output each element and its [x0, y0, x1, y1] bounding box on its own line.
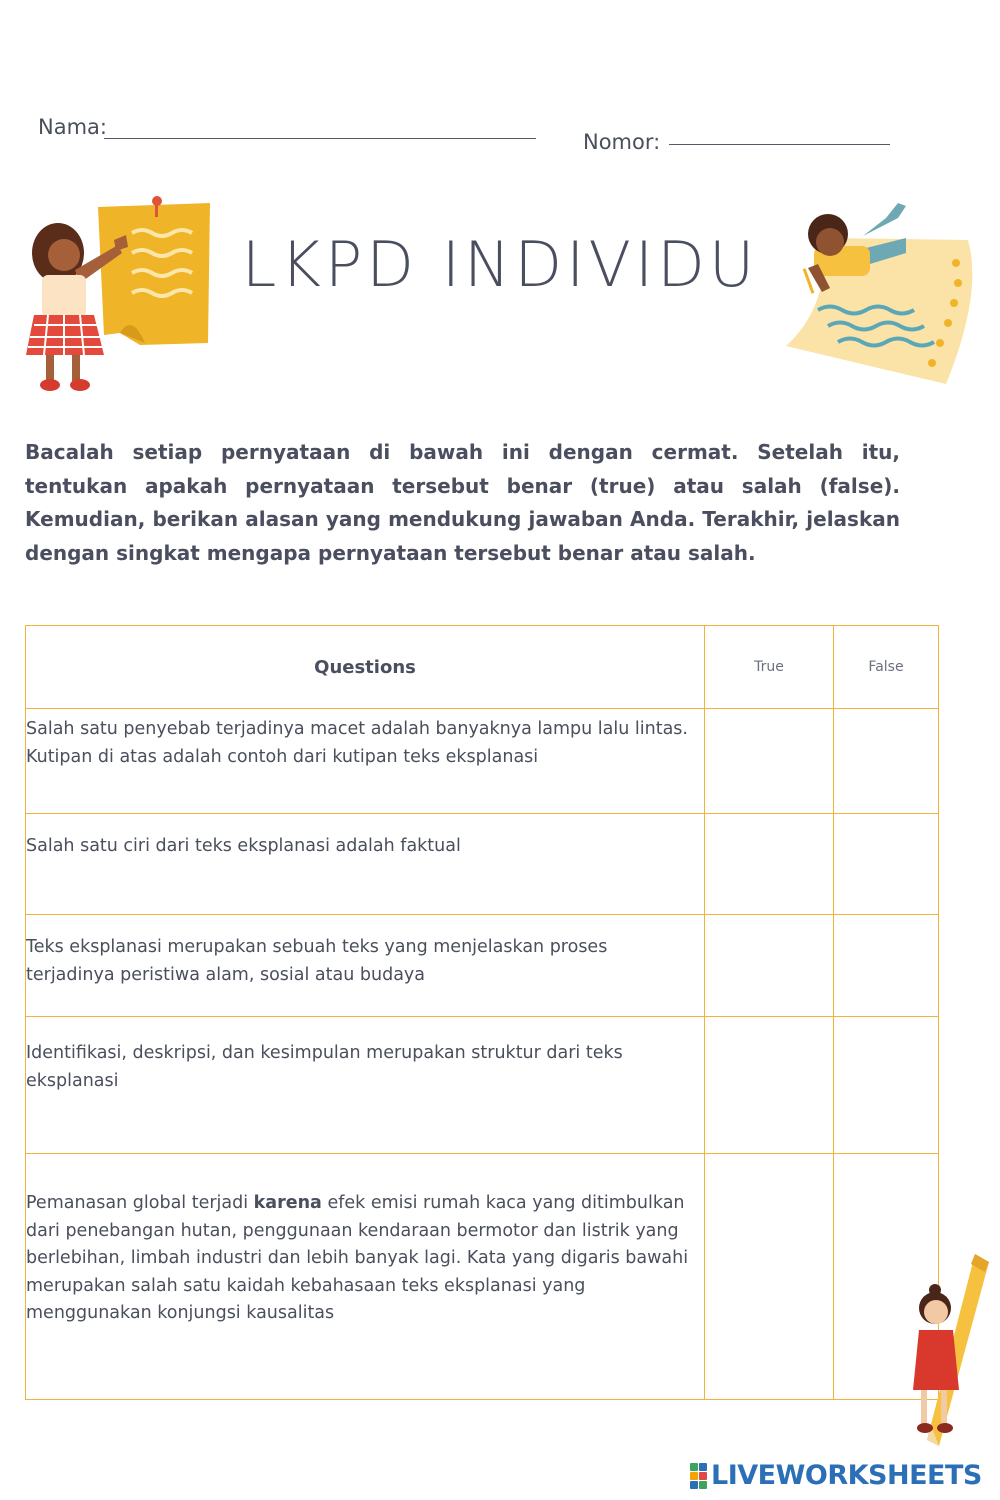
true-answer-cell[interactable] — [705, 814, 834, 915]
table-header-row — [26, 626, 939, 709]
question-1-line-2: Kutipan di atas adalah contoh dari kutipan teks eksplanasi — [26, 746, 539, 767]
question-5-bold-word: karena — [253, 1193, 322, 1213]
question-cell — [26, 1017, 705, 1154]
true-answer-cell[interactable] — [705, 1017, 834, 1154]
page-title: LKPD INDIVIDU — [241, 228, 759, 301]
false-answer-cell[interactable] — [834, 814, 939, 915]
name-input-line[interactable] — [104, 138, 536, 139]
number-label: Nomor: — [583, 130, 661, 154]
question-1-line-1: Salah satu penyebab terjadinya macet adalah banyaknya lampu lalu lintas. — [26, 719, 688, 739]
logo-text: LIVEWORKSHEETS — [711, 1460, 982, 1491]
question-5-text — [26, 1154, 704, 1328]
table-row — [26, 709, 939, 814]
true-answer-cell[interactable] — [705, 1154, 834, 1400]
girl-with-pencil-illustration — [905, 1250, 995, 1450]
false-answer-cell[interactable] — [834, 709, 939, 814]
table-row — [26, 1017, 939, 1154]
questions-table — [25, 625, 939, 1400]
logo-blocks-icon — [690, 1463, 707, 1489]
question-5-after: efek emisi rumah kaca yang ditimbulkan dari penebangan hutan, penggunaan kendaraan bermotor dan listrik yang berlebihan, limbah industri dan lebih banyak lagi. Kata yang digaris bawahi merupakan salah satu kaidah kebahasaan teks eksplanasi yang menggunakan konjungsi kausalitas — [26, 1193, 689, 1323]
boy-writing-illustration — [778, 198, 983, 388]
question-5-before: Pemanasan global terjadi — [26, 1193, 254, 1213]
true-answer-cell[interactable] — [705, 709, 834, 814]
table-row — [26, 814, 939, 915]
question-2-text: Salah satu ciri dari teks eksplanasi adalah faktual — [26, 836, 461, 856]
instructions-paragraph: Bacalah setiap pernyataan di bawah ini dengan cermat. Setelah itu, tentukan apakah pernyataan tersebut benar (true) atau salah (false). Kemudian, berikan alasan yang mendukung jawaban Anda. Terakhir, jelaskan dengan singkat mengapa pernyataan tersebut benar atau salah. — [25, 440, 900, 565]
liveworksheets-logo — [690, 1460, 982, 1491]
true-answer-cell[interactable] — [705, 915, 834, 1017]
false-answer-cell[interactable] — [834, 915, 939, 1017]
question-cell — [26, 1154, 705, 1400]
table-row — [26, 1154, 939, 1400]
number-input-line[interactable] — [669, 144, 890, 145]
question-cell — [26, 709, 705, 814]
header-true: True — [705, 626, 834, 709]
question-cell — [26, 814, 705, 915]
question-3-text: Teks eksplanasi merupakan sebuah teks yang menjelaskan proses terjadinya peristiwa alam, sosial atau budaya — [26, 937, 608, 985]
question-cell — [26, 915, 705, 1017]
question-4-text: Identifikasi, deskripsi, dan kesimpulan merupakan struktur dari teks eksplanasi — [26, 1043, 623, 1091]
name-label: Nama: — [38, 115, 107, 139]
header-false: False — [834, 626, 939, 709]
false-answer-cell[interactable] — [834, 1017, 939, 1154]
table-row — [26, 915, 939, 1017]
header-questions: Questions — [26, 626, 705, 709]
